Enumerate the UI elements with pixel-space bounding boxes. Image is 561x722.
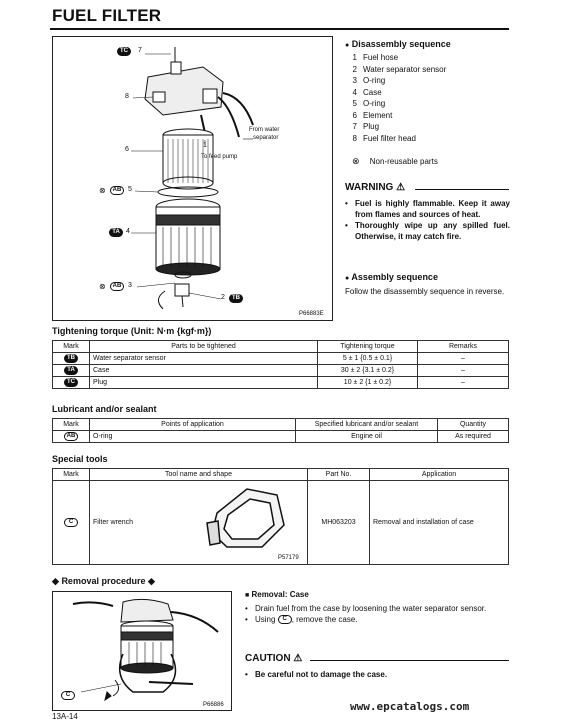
column-header: Tightening torque (318, 341, 418, 353)
tighten-c-symbol: TC (117, 47, 131, 56)
assembly-heading: ● Assembly sequence (345, 272, 438, 282)
lubricant-table (52, 418, 509, 443)
table-row: AB O-ring Engine oil As required (53, 431, 509, 443)
caution-heading: CAUTION ⚠ (245, 653, 303, 664)
nonreusable-icon: ⊗ (99, 282, 106, 291)
list-item: 7 Plug (352, 122, 380, 131)
table-row: TC Plug 10 ± 2 {1 ± 0.2} – (53, 377, 509, 389)
disassembly-list (345, 53, 515, 153)
callout-1: 1 (203, 142, 207, 149)
page-number: 13A-14 (52, 712, 78, 721)
special-tools-heading: Special tools (52, 454, 108, 464)
table-row: TB Water separator sensor 5 ± 1 {0.5 ± 0.1} – (53, 353, 509, 365)
figure-code: P66883E (299, 311, 324, 317)
crossed-circle-icon: ⊗ (352, 156, 360, 166)
lubricant-heading: Lubricant and/or sealant (52, 404, 157, 414)
column-header: Points of application (90, 419, 296, 431)
tighten-b-symbol: TB (64, 354, 78, 363)
title-rule (50, 28, 509, 30)
table-row: TA Case 30 ± 2 {3.1 ± 0.2} – (53, 365, 509, 377)
callout-4: 4 (126, 228, 130, 235)
assembly-text: Follow the disassembly sequence in reverse. (345, 287, 505, 296)
column-header: Tool name and shape (90, 469, 308, 481)
page-title: FUEL FILTER (52, 6, 162, 25)
removal-heading: ◆ Removal procedure ◆ (52, 576, 155, 586)
column-header: Parts to be tightened (90, 341, 318, 353)
list-item: 2 Water separator sensor (352, 64, 447, 74)
list-item: 1 Fuel hose (352, 53, 399, 62)
list-item: • Thoroughly wipe up any spilled fuel. Otherwise, it may catch fire. (345, 221, 510, 241)
nonreusable-icon: ⊗ (99, 186, 106, 195)
torque-table (52, 340, 509, 389)
special-tools-table (52, 468, 509, 565)
list-item: • Using C , remove the case. (245, 615, 358, 624)
case-removal-diagram (53, 592, 231, 710)
callout-3: 3 (128, 282, 132, 289)
column-header: Application (370, 469, 509, 481)
callout-6: 6 (125, 146, 129, 153)
tool-c-symbol: C (278, 615, 292, 624)
oil-b-symbol: AB (64, 432, 78, 441)
oil-b-symbol: AB (110, 282, 124, 291)
column-header: Quantity (438, 419, 509, 431)
column-header: Mark (53, 419, 90, 431)
tool-c-symbol: C (61, 691, 75, 700)
removal-subheading: ■ Removal: Case (245, 590, 309, 599)
removal-figure (52, 591, 232, 711)
column-header: Part No. (308, 469, 370, 481)
removal-figure-code: P66886 (203, 702, 224, 708)
tool-c-symbol: C (64, 518, 78, 527)
callout-8: 8 (125, 93, 129, 100)
list-item: Be careful not to damage the case. (255, 670, 388, 679)
tighten-c-symbol: TC (64, 378, 78, 387)
column-header: Mark (53, 341, 90, 353)
from-water-separator-label: From water separator (249, 127, 280, 141)
oil-b-symbol: AB (110, 186, 124, 195)
fuel-filter-exploded-diagram (53, 37, 332, 320)
filter-wrench-image (202, 485, 292, 553)
watermark[interactable]: www.epcatalogs.com (350, 700, 470, 713)
torque-heading: Tightening torque (Unit: N·m {kgf·m}) (52, 326, 212, 336)
tighten-a-symbol: TA (109, 228, 123, 237)
list-item: 5 O-ring (352, 99, 386, 108)
tighten-a-symbol: TA (64, 366, 78, 375)
tighten-b-symbol: TB (229, 294, 243, 303)
callout-2: 2 (221, 294, 225, 301)
table-row: C Filter wrench P57179 MH063203 Removal and installation of case (53, 481, 509, 565)
warning-heading: WARNING ⚠ (345, 182, 406, 193)
caution-rule (310, 660, 509, 661)
warning-triangle-icon: ⚠ (396, 182, 406, 193)
caution-list: • Be careful not to damage the case. (245, 669, 510, 680)
list-item: 6 Element (352, 110, 393, 120)
nonreusable-legend: ⊗ Non-reusable parts (352, 156, 438, 166)
tool-image-code: P57179 (278, 555, 299, 561)
list-item: 4 Case (352, 87, 382, 97)
list-item: 3 O-ring (352, 76, 386, 85)
callout-7: 7 (138, 47, 142, 54)
warning-rule (415, 189, 509, 190)
main-figure (52, 36, 333, 321)
removal-steps (245, 603, 510, 625)
column-header: Specified lubricant and/or sealant (296, 419, 438, 431)
to-feed-pump-label: To feed pump (201, 154, 238, 160)
list-item: • Drain fuel from the case by loosening the water separator sensor. (245, 604, 487, 613)
warning-list (345, 198, 510, 242)
column-header: Mark (53, 469, 90, 481)
callout-5: 5 (128, 186, 132, 193)
disassembly-heading: ● Disassembly sequence (345, 39, 451, 49)
list-item: 8 Fuel filter head (352, 133, 416, 143)
column-header: Remarks (418, 341, 509, 353)
list-item: • Fuel is highly flammable. Keep it away from flames and sources of heat. (345, 199, 510, 219)
warning-triangle-icon: ⚠ (293, 653, 303, 664)
